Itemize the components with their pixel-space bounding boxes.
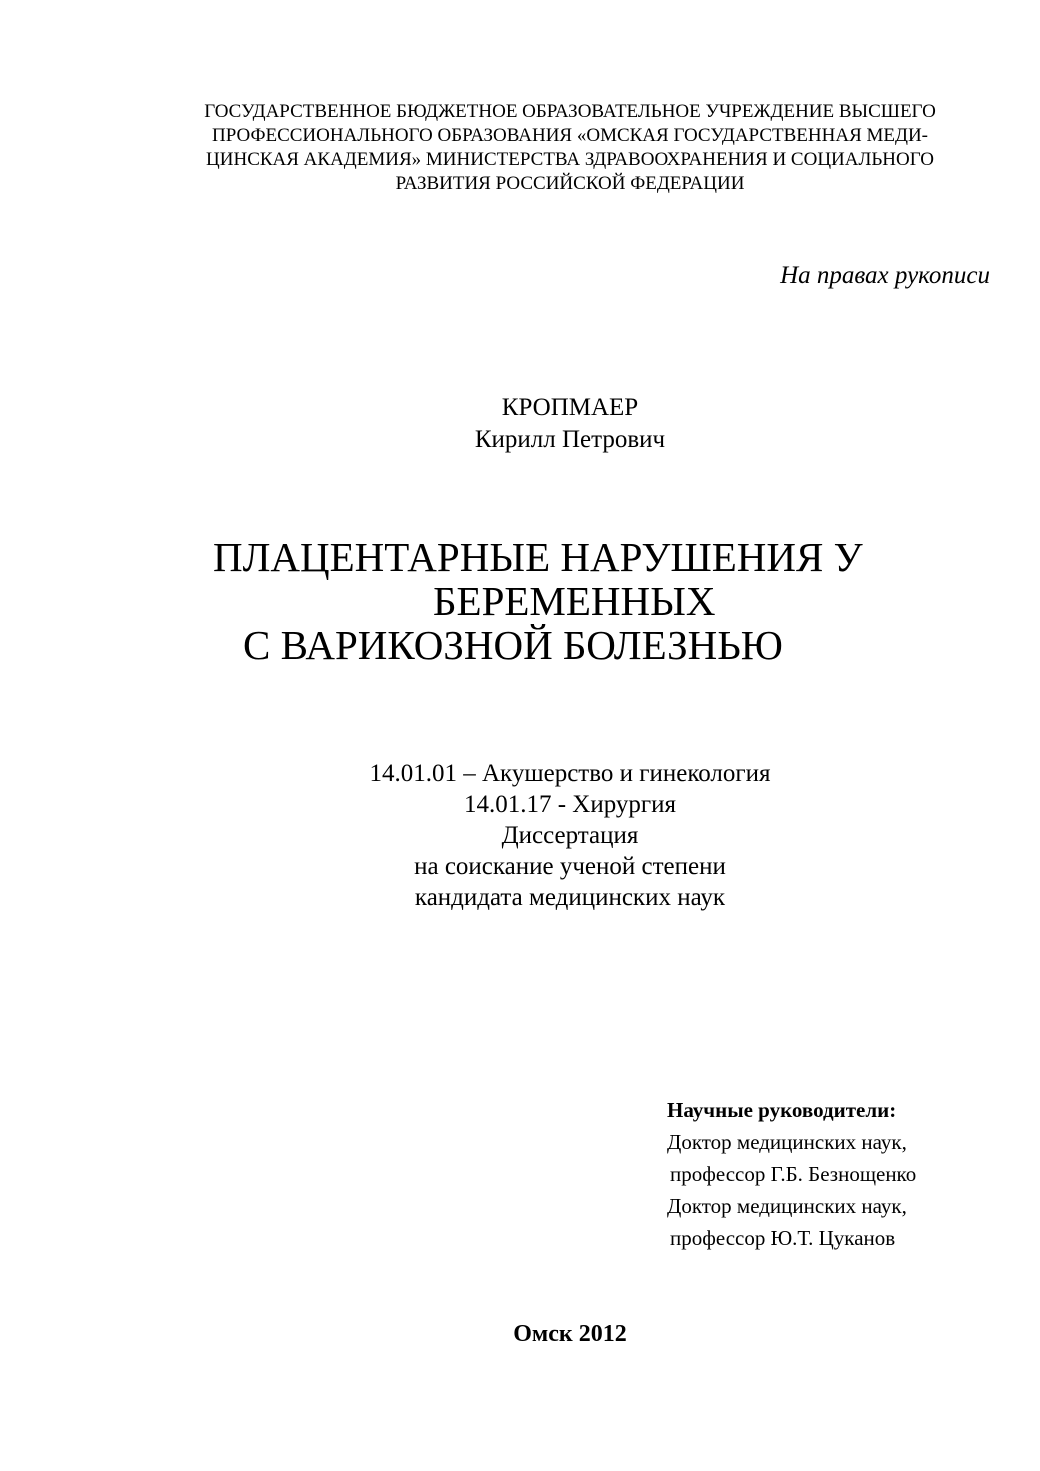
specialty-line: 14.01.01 – Акушерство и гинекология (369, 760, 771, 787)
specialty-line: на соискание ученой степени (414, 853, 726, 880)
specialty-block (300, 758, 840, 913)
institution-line: ЦИНСКАЯ АКАДЕМИЯ» МИНИСТЕРСТВА ЗДРАВООХРАНЕНИЯ И СОЦИАЛЬНОГО (206, 149, 934, 170)
advisor-line: профессор Ю.Т. Цуканов (670, 1226, 896, 1250)
advisor-line: профессор Г.Б. Безнощенко (670, 1162, 917, 1186)
author-surname: КРОПМАЕР (501, 394, 639, 421)
title-line: БЕРЕМЕННЫХ (433, 578, 716, 624)
title-line: С ВАРИКОЗНОЙ БОЛЕЗНЬЮ (243, 622, 783, 668)
institution-line: ПРОФЕССИОНАЛЬНОГО ОБРАЗОВАНИЯ «ОМСКАЯ ГОСУДАРСТВЕННАЯ МЕДИ- (211, 125, 929, 146)
author-block (300, 392, 840, 456)
specialty-line: 14.01.17 - Хирургия (463, 791, 677, 818)
advisors-heading: Научные руководители: (667, 1098, 897, 1122)
advisors-block (667, 1094, 916, 1254)
advisor-line: Доктор медицинских наук, (667, 1130, 907, 1154)
institution-line: ГОСУДАРСТВЕННОЕ БЮДЖЕТНОЕ ОБРАЗОВАТЕЛЬНОЕ УЧРЕЖДЕНИЕ ВЫСШЕГО (204, 101, 936, 122)
title-line: ПЛАЦЕНТАРНЫЕ НАРУШЕНИЯ У (213, 534, 863, 580)
institution-line: РАЗВИТИЯ РОССИЙСКОЙ ФЕДЕРАЦИИ (395, 173, 745, 194)
advisor-line: Доктор медицинских наук, (667, 1194, 907, 1218)
specialty-line: кандидата медицинских наук (414, 884, 726, 911)
institution-header (150, 100, 990, 196)
author-given-names: Кирилл Петрович (474, 426, 666, 453)
manuscript-note: На правах рукописи (780, 262, 990, 289)
specialty-line: Диссертация (501, 822, 639, 849)
city-year: Омск 2012 (513, 1321, 627, 1347)
